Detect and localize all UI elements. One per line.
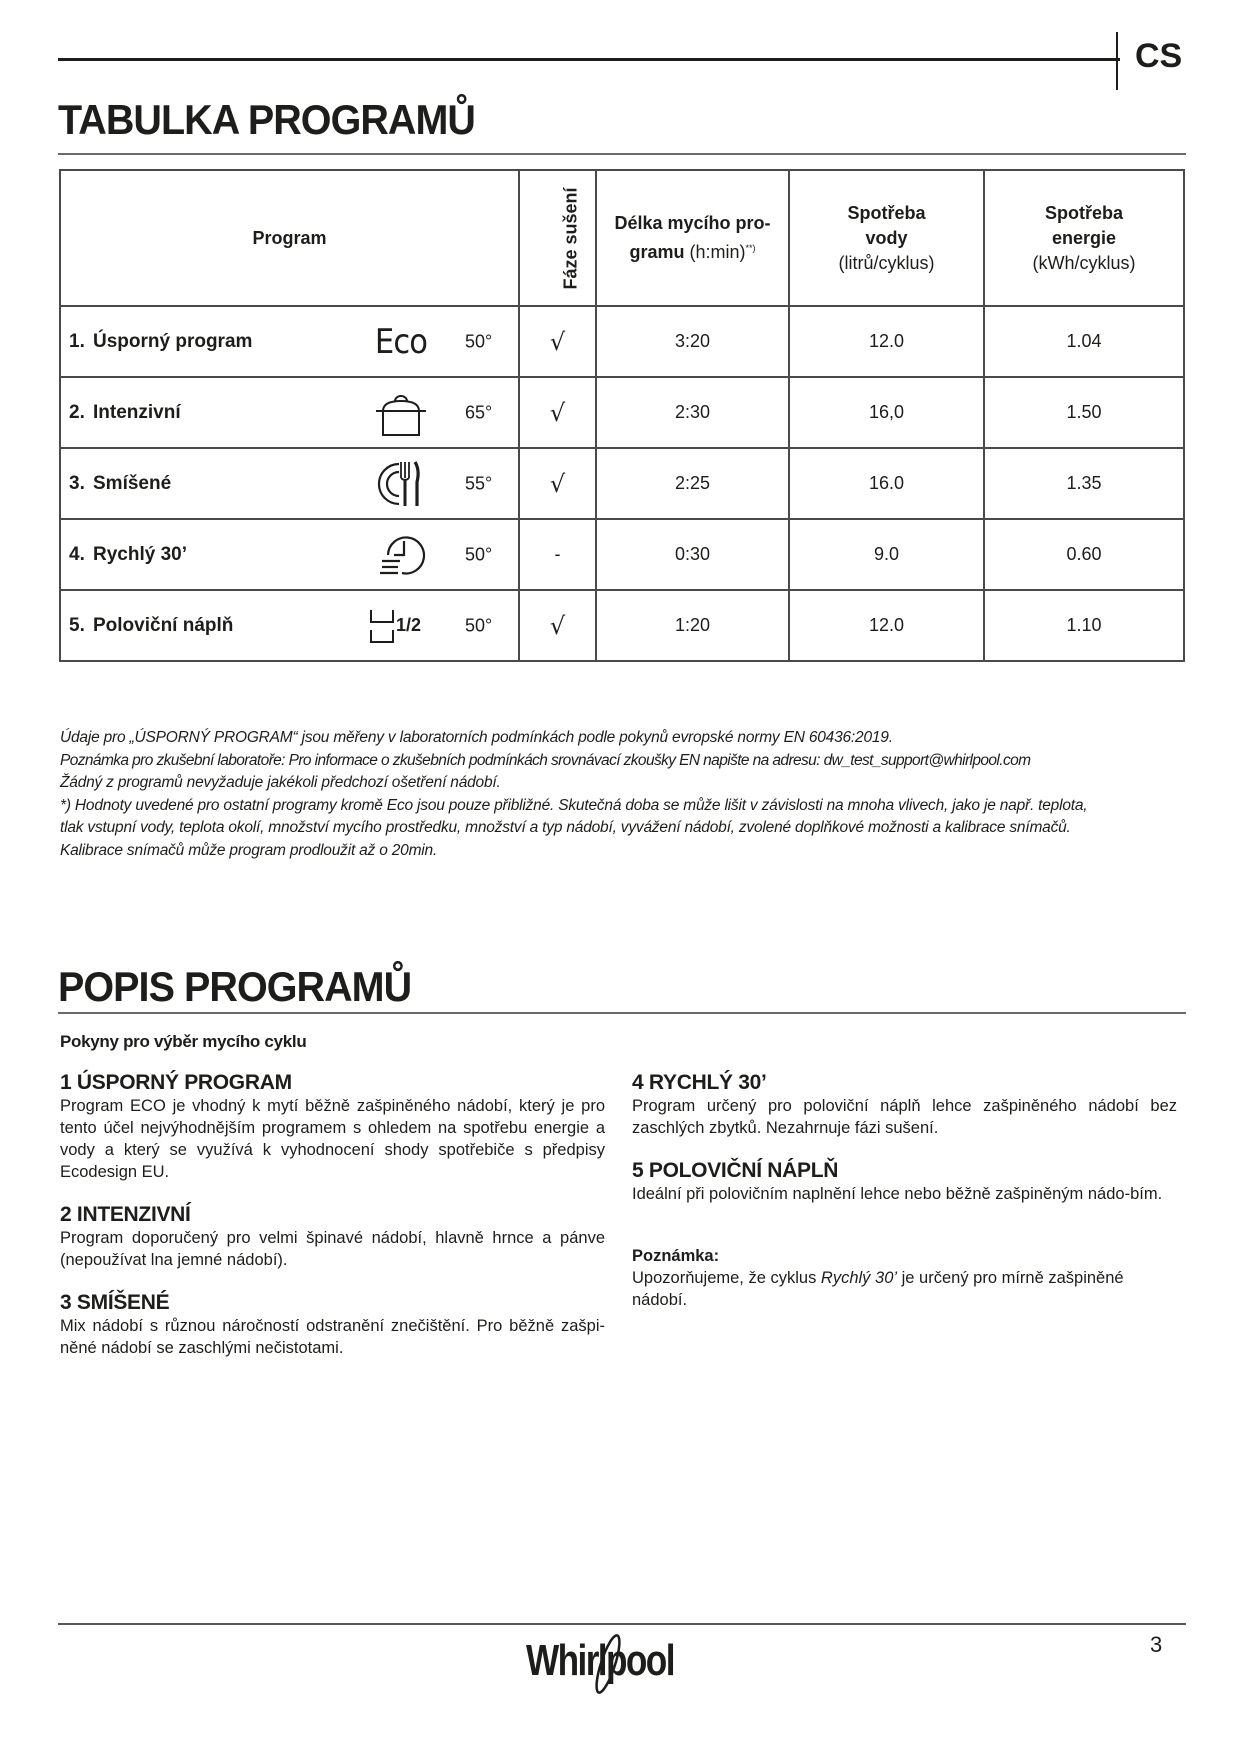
- footnote: Kalibrace snímačů může program prodloužit až o 20min.: [60, 841, 438, 859]
- program-description: 2 INTENZIVNÍ Program doporučený pro velmi špinavé nádobí, hlavně hrnce a pánve (nepoužívat lna jemné nádobí).: [60, 1203, 605, 1269]
- eco-icon: Eco: [374, 321, 428, 362]
- footnote: Údaje pro „ÚSPORNÝ PROGRAM“ jsou měřeny v laboratorních podmínkách podle pokynů evropské normy EN 60436:2019.: [60, 729, 893, 746]
- check-icon: √: [549, 327, 566, 356]
- description-column-left: [60, 1071, 605, 1379]
- energy-cell: 1.10: [984, 590, 1184, 661]
- table-row: [60, 377, 1184, 448]
- top-rule: [58, 58, 1120, 61]
- program-description: 3 SMÍŠENÉ Mix nádobí s různou náročností odstranění znečištění. Pro běžně zašpi-něné nádobí se zaschlými nečistotami.: [60, 1291, 605, 1357]
- note-text: Upozorňujeme, že cyklus Rychlý 30’ je určený pro mírně zašpiněné nádobí.: [632, 1269, 1124, 1309]
- quick-clock-icon: [361, 533, 441, 577]
- drying-cell: [519, 519, 596, 590]
- drying-cell: [519, 306, 596, 377]
- program-description: 4 RYCHLÝ 30’ Program určený pro poloviční náplň lehce zašpiněného nádobí bez zaschlých zbytků. Nezahrnuje fázi sušení.: [632, 1071, 1177, 1137]
- footnote: *) Hodnoty uvedené pro ostatní programy kromě Eco jsou pouze přibližné. Skutečná doba se může lišit v závislosti na mnoha vlivech, jako je např. teplota,: [60, 796, 1088, 814]
- program-table-title: TABULKA PROGRAMŮ: [58, 96, 476, 143]
- energy-cell: 1.50: [984, 377, 1184, 448]
- language-divider: [1116, 32, 1118, 90]
- energy-cell: 0.60: [984, 519, 1184, 590]
- table-row: [60, 448, 1184, 519]
- title-rule: [58, 153, 1186, 155]
- check-icon: √: [549, 469, 566, 498]
- description-column-right: [632, 1071, 1177, 1311]
- table-row: [60, 590, 1184, 661]
- table-footnotes: [60, 727, 1200, 862]
- water-cell: 9.0: [789, 519, 984, 590]
- footnote: Poznámka pro zkušební laboratoře: Pro informace o zkušebních podmínkách srovnávací zkoušky EN napište na adresu: dw_test_support@whirlpool.com: [60, 751, 1031, 769]
- pot-icon: [361, 391, 441, 435]
- header-energy: Spotřeba energie (kWh/cyklus): [984, 170, 1184, 306]
- duration-cell: 0:30: [596, 519, 789, 590]
- plate-cutlery-icon: [361, 462, 441, 506]
- header-duration: Délka mycího pro- gramu (h:min)**): [596, 170, 789, 306]
- note-heading: Poznámka:: [632, 1247, 720, 1265]
- header-program: Program: [60, 170, 519, 306]
- drying-cell: [519, 448, 596, 519]
- program-description: 1 ÚSPORNÝ PROGRAM Program ECO je vhodný k mytí běžně zašpiněného nádobí, který je pro tento účel nejvýhodnějším programem s ohledem na spotřebu energie a vody a který se využívá k vyhodnocení shody spotřebiče s předpisy Ecodesign EU.: [60, 1071, 605, 1181]
- water-cell: 12.0: [789, 590, 984, 661]
- check-icon: √: [549, 398, 566, 427]
- title-rule: [58, 1012, 1186, 1014]
- footnote: Žádný z programů nevyžaduje jakékoli předchozí ošetření nádobí.: [60, 774, 501, 791]
- footer-rule: [58, 1623, 1186, 1625]
- table-row: [60, 519, 1184, 590]
- program-cell: 2. Intenzivní 65°: [60, 377, 519, 448]
- whirlpool-logo: Whirlpool: [526, 1628, 716, 1698]
- duration-cell: 3:20: [596, 306, 789, 377]
- no-drying-dash: -: [554, 544, 561, 564]
- temperature: 50°: [465, 544, 493, 564]
- language-code: CS: [1135, 37, 1183, 75]
- half-load-icon: 1/2: [361, 604, 441, 648]
- program-description-title: POPIS PROGRAMŮ: [58, 963, 412, 1010]
- program-table: [59, 169, 1185, 662]
- program-cell: 4. Rychlý 30’ 50°: [60, 519, 519, 590]
- temperature: 50°: [465, 331, 493, 351]
- duration-cell: 1:20: [596, 590, 789, 661]
- page-number: 3: [1150, 1632, 1163, 1657]
- header-water: Spotřeba vody (litrů/cyklus): [789, 170, 984, 306]
- table-header-row: [60, 170, 1184, 306]
- program-description: 5 POLOVIČNÍ NÁPLŇ Ideální při polovičním naplnění lehce nebo běžně zašpiněným nádo-bím.: [632, 1159, 1163, 1203]
- water-cell: 16.0: [789, 448, 984, 519]
- water-cell: 12.0: [789, 306, 984, 377]
- table-row: [60, 306, 1184, 377]
- description-subtitle: Pokyny pro výběr mycího cyklu: [60, 1032, 307, 1051]
- temperature: 55°: [465, 473, 493, 493]
- header-drying: Fáze sušení: [519, 170, 596, 306]
- duration-cell: 2:25: [596, 448, 789, 519]
- temperature: 50°: [465, 615, 493, 635]
- check-icon: √: [549, 611, 566, 640]
- drying-cell: [519, 590, 596, 661]
- water-cell: 16,0: [789, 377, 984, 448]
- drying-cell: [519, 377, 596, 448]
- program-cell: 3. Smíšené 55°: [60, 448, 519, 519]
- energy-cell: 1.04: [984, 306, 1184, 377]
- duration-cell: 2:30: [596, 377, 789, 448]
- program-cell: 5. Poloviční náplň 1/2 50°: [60, 590, 519, 661]
- energy-cell: 1.35: [984, 448, 1184, 519]
- program-cell: 1. Úsporný program Eco 50°: [60, 306, 519, 377]
- temperature: 65°: [465, 402, 493, 422]
- footnote: tlak vstupní vody, teplota okolí, množství mycího prostředku, množství a typ nádobí, vyvážení nádobí, zvolené doplňkové možnosti a kalibrace snímačů.: [60, 819, 1071, 836]
